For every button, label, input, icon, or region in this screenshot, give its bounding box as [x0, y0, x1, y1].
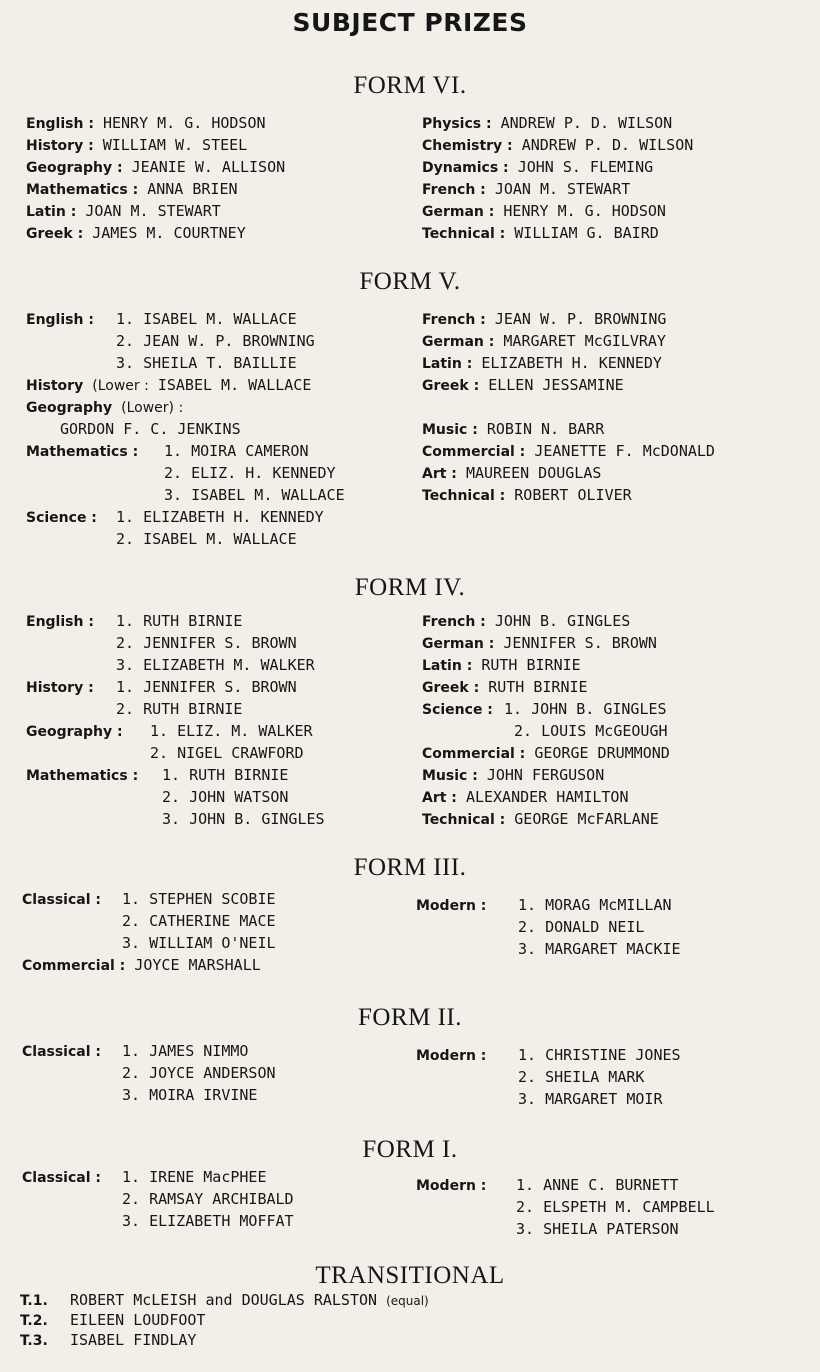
prize-line: English : HENRY M. G. HODSON: [26, 114, 266, 132]
prize-line: Geography : 1. ELIZ. M. WALKER: [26, 722, 313, 740]
prize-line: 3. WILLIAM O'NEIL: [122, 934, 276, 952]
prize-line: Art : MAUREEN DOUGLAS: [422, 464, 602, 482]
prize-line: 3. MARGARET MACKIE: [518, 940, 681, 958]
form-v-left-column: [26, 308, 345, 550]
prize-line: Geography : JEANIE W. ALLISON: [26, 158, 286, 176]
prize-line: Greek : JAMES M. COURTNEY: [26, 224, 246, 242]
form-i-left-column: [22, 1166, 294, 1232]
form-ii-right-column: [416, 1044, 681, 1110]
form-vi-right-column: [422, 112, 693, 244]
form-iv-title: FORM IV.: [354, 574, 466, 601]
prize-line: 3. MOIRA IRVINE: [122, 1086, 258, 1104]
prize-line: Greek : ELLEN JESSAMINE: [422, 376, 624, 394]
form-v-right-column: [422, 308, 666, 396]
prize-line: Science : 1. ELIZABETH H. KENNEDY: [26, 508, 324, 526]
prize-line: Commercial : JEANETTE F. McDONALD: [422, 442, 715, 460]
prize-line: Modern : 1. CHRISTINE JONES: [416, 1046, 681, 1064]
prize-line: 2. LOUIS McGEOUGH: [514, 722, 668, 740]
transitional-item: T.2. EILEEN LOUDFOOT: [20, 1311, 206, 1329]
prize-line: Classical : 1. IRENE MacPHEE: [22, 1168, 267, 1186]
prize-line: Mathematics : 1. RUTH BIRNIE: [26, 766, 289, 784]
form-ii-title: FORM II.: [357, 1004, 462, 1031]
prize-line: Modern : 1. MORAG McMILLAN: [416, 896, 672, 914]
prize-line: Classical : 1. STEPHEN SCOBIE: [22, 890, 276, 908]
prize-line: 2. ELIZ. H. KENNEDY: [164, 464, 336, 482]
form-v-right-column-2: [422, 418, 715, 506]
prize-line: Art : ALEXANDER HAMILTON: [422, 788, 629, 806]
prize-line: 2. JOHN WATSON: [162, 788, 289, 806]
prize-line: Mathematics : ANNA BRIEN: [26, 180, 238, 198]
prize-line: 2. NIGEL CRAWFORD: [150, 744, 304, 762]
prize-line: Latin : ELIZABETH H. KENNEDY: [422, 354, 662, 372]
prize-line: Music : JOHN FERGUSON: [422, 766, 605, 784]
prize-line: Geography (Lower) :: [26, 400, 184, 416]
prize-line: German : MARGARET McGILVRAY: [422, 332, 666, 350]
prize-line: Mathematics : 1. MOIRA CAMERON: [26, 442, 309, 460]
prize-line: Science : 1. JOHN B. GINGLES: [422, 700, 667, 718]
form-iii-left-column: [22, 888, 276, 976]
prize-line: Latin : JOAN M. STEWART: [26, 202, 221, 220]
prize-line: 3. ELIZABETH MOFFAT: [122, 1212, 294, 1230]
prize-line: French : JOHN B. GINGLES: [422, 612, 631, 630]
prize-line: 2. ISABEL M. WALLACE: [116, 530, 297, 548]
prize-line: Chemistry : ANDREW P. D. WILSON: [422, 136, 694, 154]
prize-line: 2. DONALD NEIL: [518, 918, 645, 936]
prize-line: 3. ELIZABETH M. WALKER: [116, 656, 315, 674]
prize-line: 2. JENNIFER S. BROWN: [116, 634, 297, 652]
transitional-item: T.3. ISABEL FINDLAY: [20, 1331, 197, 1349]
prize-line: 3. ISABEL M. WALLACE: [164, 486, 345, 504]
prize-line: Commercial : GEORGE DRUMMOND: [422, 744, 670, 762]
prize-line: English : 1. ISABEL M. WALLACE: [26, 310, 297, 328]
prize-line: Dynamics : JOHN S. FLEMING: [422, 158, 654, 176]
prize-line: History : WILLIAM W. STEEL: [26, 136, 248, 154]
form-v-title: FORM V.: [359, 268, 461, 295]
form-vi-left-column: [26, 112, 285, 244]
prize-line: Commercial : JOYCE MARSHALL: [22, 956, 261, 974]
form-iv-left-column: [26, 610, 325, 830]
prize-line: History (Lower : ISABEL M. WALLACE: [26, 376, 312, 394]
form-ii-left-column: [22, 1040, 276, 1106]
prize-line: 2. RAMSAY ARCHIBALD: [122, 1190, 294, 1208]
prize-line: 2. RUTH BIRNIE: [116, 700, 243, 718]
prize-line: 2. JEAN W. P. BROWNING: [116, 332, 315, 350]
prize-line: 3. SHEILA T. BAILLIE: [116, 354, 297, 372]
prize-line: French : JEAN W. P. BROWNING: [422, 310, 667, 328]
prize-line: Technical : GEORGE McFARLANE: [422, 810, 659, 828]
form-iv-right-column: [422, 610, 670, 830]
transitional-list: [20, 1290, 429, 1350]
transitional-item: T.1. ROBERT McLEISH and DOUGLAS RALSTON (equal): [20, 1291, 429, 1309]
prize-line: GORDON F. C. JENKINS: [60, 420, 241, 438]
prize-line: History : 1. JENNIFER S. BROWN: [26, 678, 297, 696]
prize-line: Greek : RUTH BIRNIE: [422, 678, 588, 696]
prize-line: 2. JOYCE ANDERSON: [122, 1064, 276, 1082]
prize-line: French : JOAN M. STEWART: [422, 180, 631, 198]
form-iii-title: FORM III.: [353, 854, 467, 881]
prize-line: 2. ELSPETH M. CAMPBELL: [516, 1198, 715, 1216]
prize-line: Technical : ROBERT OLIVER: [422, 486, 632, 504]
form-vi-title: FORM VI.: [353, 72, 467, 99]
prize-line: German : JENNIFER S. BROWN: [422, 634, 657, 652]
prize-line: Technical : WILLIAM G. BAIRD: [422, 224, 659, 242]
prize-line: Music : ROBIN N. BARR: [422, 420, 605, 438]
page-title: SUBJECT PRIZES: [292, 8, 528, 37]
prize-line: Latin : RUTH BIRNIE: [422, 656, 581, 674]
form-iii-right-column: [416, 894, 681, 960]
prize-line: German : HENRY M. G. HODSON: [422, 202, 666, 220]
prize-line: English : 1. RUTH BIRNIE: [26, 612, 243, 630]
prize-line: 2. CATHERINE MACE: [122, 912, 276, 930]
prize-line: 3. JOHN B. GINGLES: [162, 810, 325, 828]
prize-line: Modern : 1. ANNE C. BURNETT: [416, 1176, 679, 1194]
prize-line: 3. MARGARET MOIR: [518, 1090, 663, 1108]
form-i-title: FORM I.: [362, 1136, 458, 1163]
prize-line: Physics : ANDREW P. D. WILSON: [422, 114, 673, 132]
prize-line: 2. SHEILA MARK: [518, 1068, 645, 1086]
transitional-title: TRANSITIONAL: [315, 1262, 505, 1289]
form-i-right-column: [416, 1174, 715, 1240]
prize-line: 3. SHEILA PATERSON: [516, 1220, 679, 1238]
prize-line: Classical : 1. JAMES NIMMO: [22, 1042, 249, 1060]
